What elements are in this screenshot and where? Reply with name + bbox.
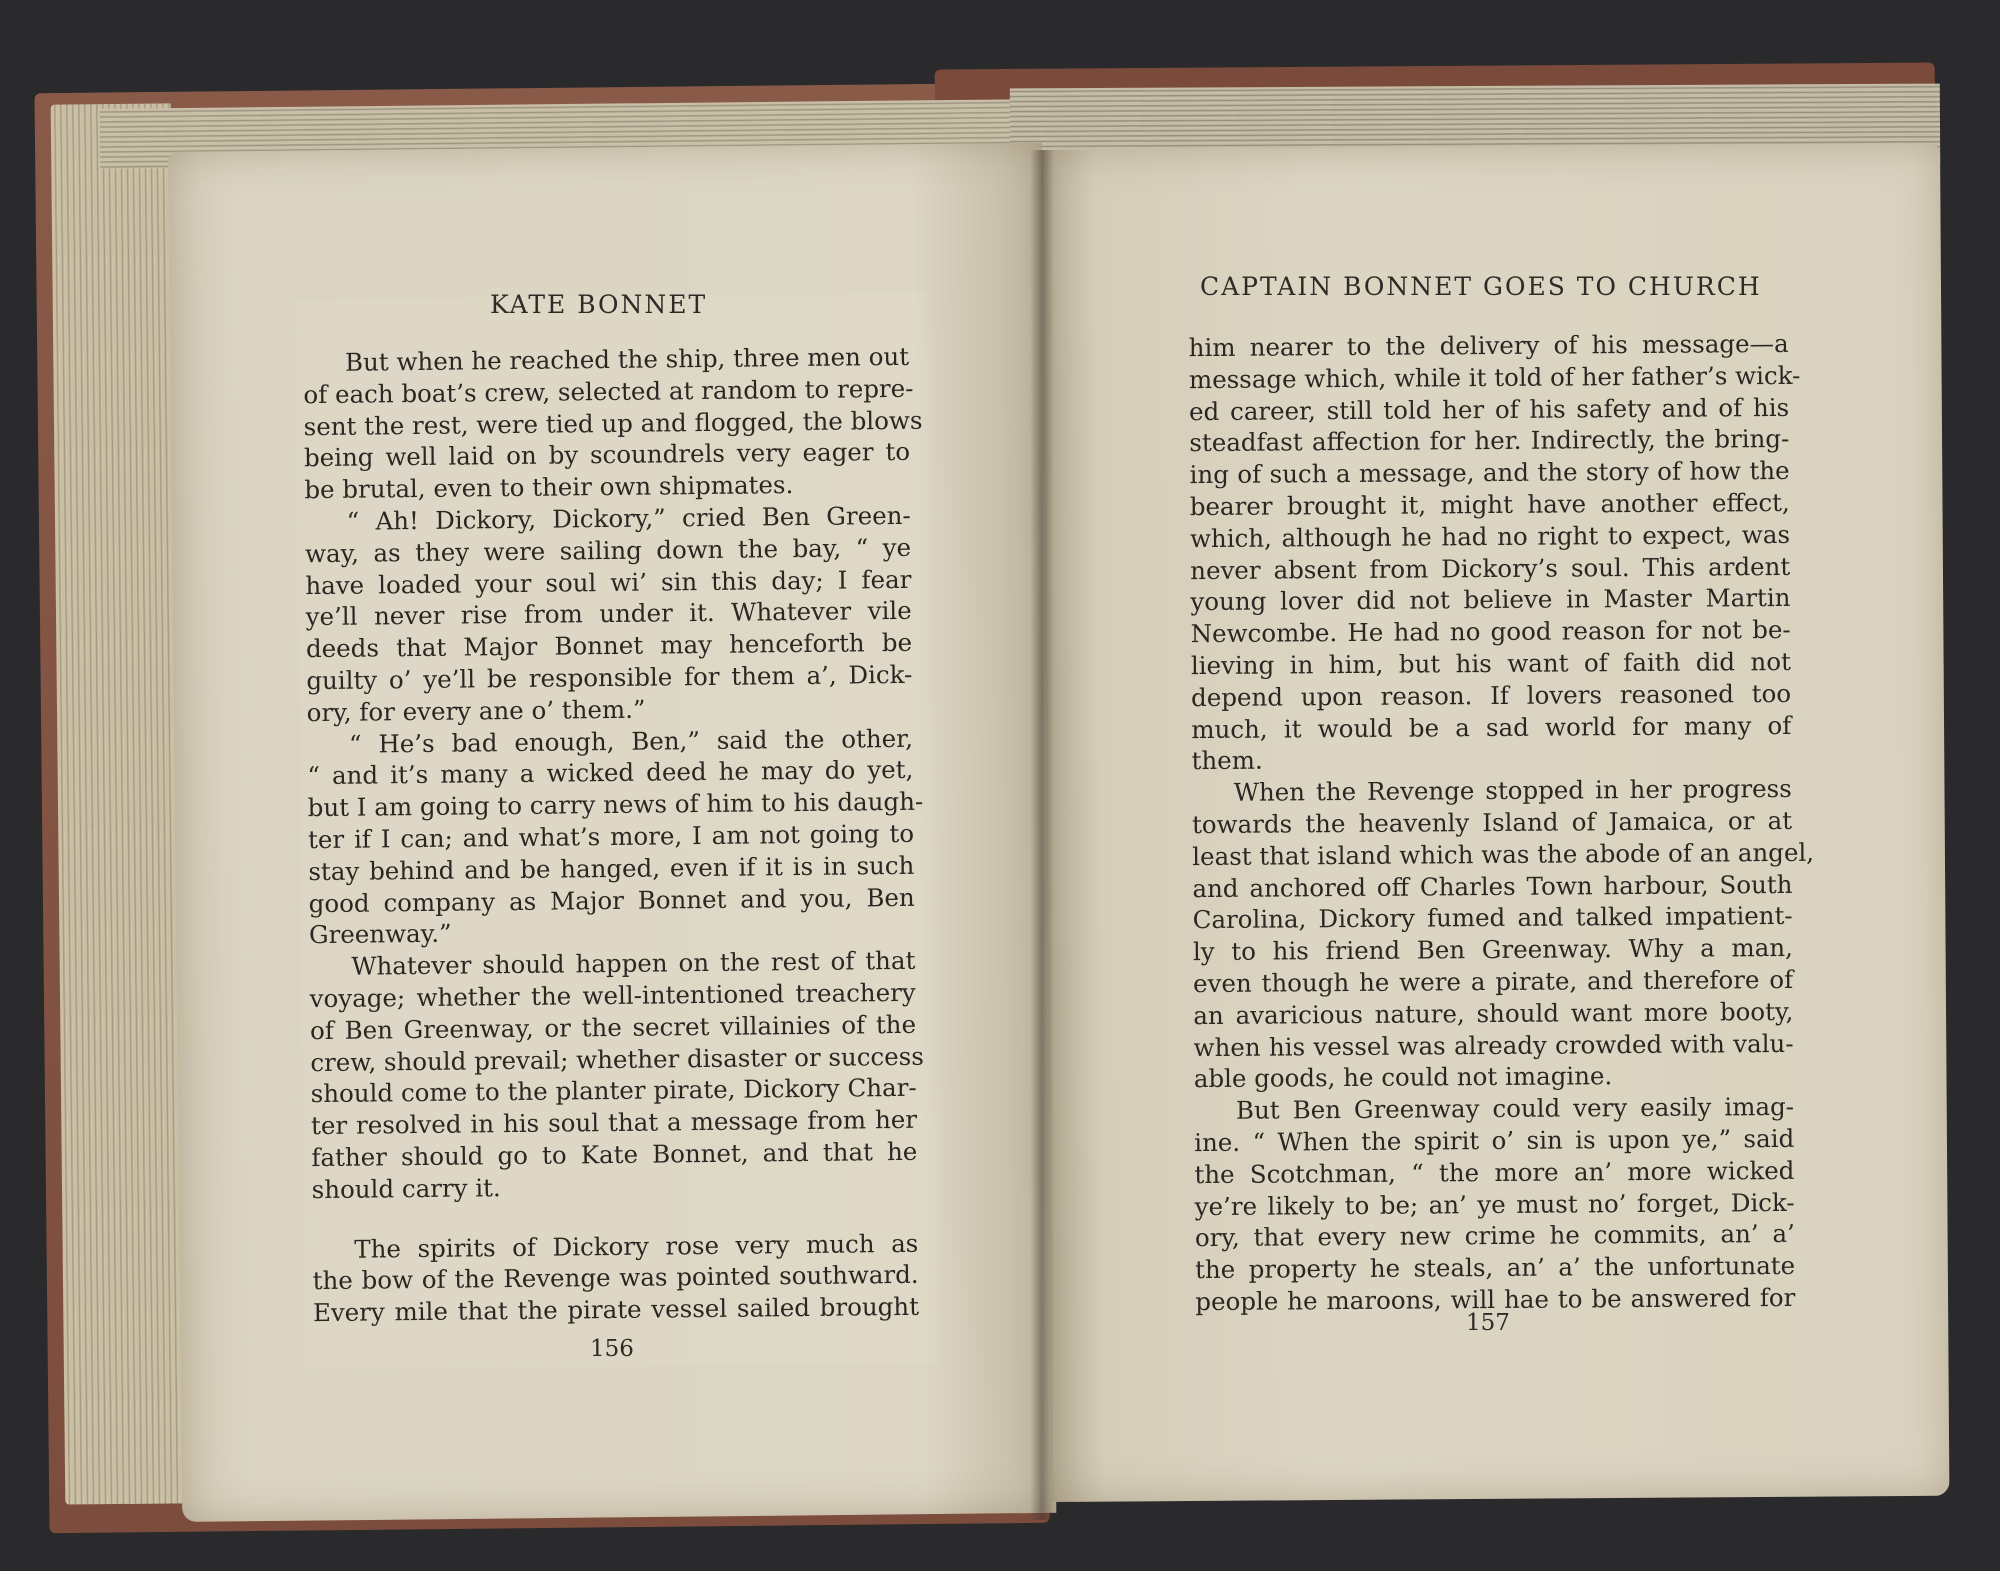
text-line: should come to the planter pirate, Dickory Char- [310,1073,917,1109]
text-line: stay behind and be hanged, even if it is in such [308,850,915,886]
text-line: voyage; whether the well-intentioned treachery [309,977,916,1014]
text-line: young lover did not believe in Master Martin [1190,583,1791,617]
left-page-number: 156 [590,1336,634,1362]
text-line: them. [1191,745,1263,776]
text-line: Whatever should happen on the rest of that [351,945,916,981]
text-line: which, although he had no right to expect, was [1189,519,1791,553]
text-line: him nearer to the delivery of his message—a [1188,328,1789,363]
text-line: the bow of the Revenge was pointed southward. [312,1260,919,1296]
text-line: an avaricious nature, should want more booty, [1193,996,1794,1030]
text-line: But Ben Greenway could very easily imag- [1235,1092,1795,1125]
right-page-text [1188,328,1815,1318]
text-line: never absent from Dickory’s soul. This ardent [1190,551,1791,585]
book-gutter [1030,150,1054,1520]
text-line: when his vessel was already crowded with valu- [1193,1028,1794,1062]
text-line: ye’re likely to be; an’ ye must no’ forget, Dick- [1194,1187,1795,1221]
text-line: lieving in him, but his want of faith did not [1190,646,1791,681]
text-line: ye’ll never rise from under it. Whatever vile [305,596,912,632]
text-line: have loaded your soul wi’ sin this day; I fear [305,564,912,600]
text-line: able goods, he could not imagine. [1193,1061,1613,1094]
text-line: message which, while it told of her father’s wick- [1188,360,1801,394]
text-line: father should go to Kate Bonnet, and that he [311,1136,918,1173]
text-line: depend upon reason. If lovers reasoned too [1191,678,1792,712]
text-line: ed career, still told her of his safety and of his [1189,392,1790,426]
text-line: ine. “ When the spirit o’ sin is upon ye,” said [1194,1123,1795,1158]
page-edges-left [51,103,186,1504]
text-line: sent the rest, were tied up and flogged, the blows [303,405,923,441]
text-line: the Scotchman, “ the more an’ more wicked [1194,1155,1795,1189]
text-line: Carolina, Dickory fumed and talked impatient- [1192,901,1793,935]
text-line: of each boat’s crew, selected at random to repre- [303,373,914,409]
text-line: “ Ah! Dickory, Dickory,” cried Ben Green- [346,500,911,536]
text-line: Greenway.” [308,919,452,950]
text-line: ory, for every ane o’ them.” [306,694,646,727]
text-line: steadfast affection for her. Indirectly, the bring- [1189,424,1790,458]
text-line: least that island which was the abode of an angel, [1192,837,1815,871]
text-line: But when he reached the ship, three men out [344,341,910,377]
right-page-number: 157 [1466,1310,1510,1336]
text-line: much, it would be a sad world for many of [1191,710,1792,744]
text-line: ter resolved in his soul that a message from her [310,1104,918,1141]
text-line: even though he were a pirate, and therefore of [1193,964,1794,999]
text-line: the property he steals, an’ a’ the unfortunate [1195,1251,1796,1285]
text-line: ly to his friend Ben Greenway. Why a man, [1192,933,1793,967]
text-line: of Ben Greenway, or the secret villainies of the [309,1009,917,1045]
text-line: people he maroons, will hae to be answered for [1195,1282,1796,1316]
text-line: “ He’s bad enough, Ben,” said the other, [348,723,914,759]
text-line: ory, that every new crime he commits, an’ a’ [1194,1219,1795,1253]
text-line: but I am going to carry news of him to his daugh- [307,786,924,823]
text-line: ter if I can; and what’s more, I am not going to [307,818,915,855]
text-line: Newcombe. He had no good reason for not be- [1190,615,1791,649]
text-line: When the Revenge stopped in her progress [1233,774,1792,807]
text-line: Every mile that the pirate vessel sailed brought [312,1291,920,1328]
text-line: and anchored off Charles Town harbour, South [1192,869,1793,903]
left-running-head: KATE BONNET [490,290,708,319]
text-line: bearer brought it, might have another effect, [1189,487,1790,522]
text-line: good company as Major Bonnet and you, Ben [308,882,915,918]
right-running-head: CAPTAIN BONNET GOES TO CHURCH [1200,272,1762,301]
text-line: way, as they were sailing down the bay, “ ye [304,532,912,568]
text-line: should carry it. [311,1172,501,1204]
text-line: be brutal, even to their own shipmates. [304,470,794,505]
text-line: towards the heavenly Island of Jamaica, or at [1191,805,1793,840]
text-line: “ and it’s many a wicked deed he may do yet, [307,755,914,791]
left-page-text [303,341,924,1329]
text-line: The spirits of Dickory rose very much as [354,1228,919,1264]
text-line: ing of such a message, and the story of how the [1189,456,1790,490]
text-line: guilty o’ ye’ll be responsible for them a’, Dick- [306,659,913,696]
text-line: being well laid on by scoundrels very eager to [303,437,911,473]
text-line: crew, should prevail; whether disaster or success [310,1041,924,1077]
text-line: deeds that Major Bonnet may henceforth be [305,628,913,664]
